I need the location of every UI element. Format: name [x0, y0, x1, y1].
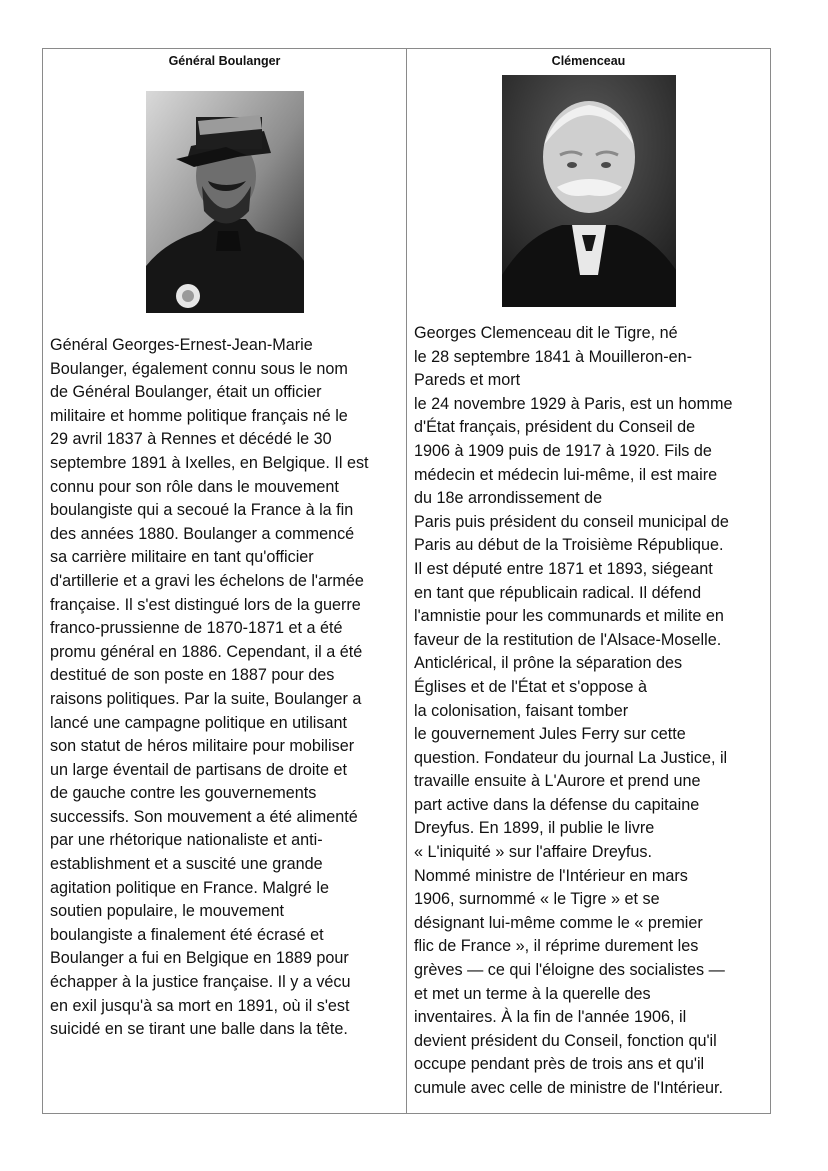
text-line: le 24 novembre 1929 à Paris, est un homme	[414, 394, 733, 413]
text-line: Boulanger a fui en Belgique en 1889 pour	[50, 949, 349, 968]
text-line: franco-prussienne de 1870-1871 et a été	[50, 619, 343, 638]
text-line: par une rhétorique nationaliste et anti-	[50, 831, 323, 850]
column-clemenceau	[407, 49, 770, 1113]
text-line: « L'iniquité » sur l'affaire Dreyfus.	[414, 843, 653, 862]
text-line: agitation politique en France. Malgré le	[50, 878, 329, 897]
text-line: inventaires. À la fin de l'année 1906, il	[414, 1008, 687, 1027]
text-line: son statut de héros militaire pour mobiliser	[50, 737, 355, 756]
text-line: occupe pendant près de trois ans et qu'il	[414, 1055, 705, 1074]
text-line: Nommé ministre de l'Intérieur en mars	[414, 866, 688, 885]
text-line: en exil jusqu'à sa mort en 1891, où il s'est	[50, 996, 350, 1015]
text-line: l'amnistie pour les communards et milite en	[414, 607, 724, 626]
text-line: faveur de la restitution de l'Alsace-Moselle.	[414, 630, 722, 649]
comparison-table	[42, 48, 771, 1114]
text-line: échapper à la justice française. Il y a vécu	[50, 973, 351, 992]
text-line: de gauche contre les gouvernements	[50, 784, 317, 803]
text-line: soutien populaire, le mouvement	[50, 902, 284, 921]
text-line: la colonisation, faisant tomber	[414, 701, 629, 720]
text-line: d'État français, président du Conseil de	[414, 418, 696, 437]
text-line: des années 1880. Boulanger a commencé	[50, 524, 355, 543]
text-line: désignant lui-même comme le « premier	[414, 913, 703, 932]
biography-clemenceau	[414, 322, 766, 1101]
text-line: devient président du Conseil, fonction qu'il	[414, 1031, 717, 1050]
text-line: sa carrière militaire en tant qu'officier	[50, 548, 314, 567]
text-line: de Général Boulanger, était un officier	[50, 383, 322, 402]
text-line: le 28 septembre 1841 à Mouilleron-en-	[414, 347, 693, 366]
biography-boulanger	[50, 334, 400, 1042]
text-line: boulangiste qui a secoué la France à la fin	[50, 501, 354, 520]
text-line: suicidé en se tirant une balle dans la tête.	[50, 1020, 348, 1039]
text-line: médecin et médecin lui-même, il est maire	[414, 465, 718, 484]
text-line: Général Georges-Ernest-Jean-Marie	[50, 336, 313, 354]
text-line: septembre 1891 à Ixelles, en Belgique. Il est	[50, 453, 369, 472]
text-line: et met un terme à la querelle des	[414, 984, 651, 1003]
text-line: 1906 à 1909 puis de 1917 à 1920. Fils de	[414, 441, 712, 460]
portrait-boulanger-photo	[146, 91, 304, 313]
text-line: française. Il s'est distingué lors de la guerre	[50, 595, 361, 614]
text-line: Il est député entre 1871 et 1893, siégeant	[414, 559, 713, 578]
text-line: flic de France », il réprime durement les	[414, 937, 699, 956]
text-line: d'artillerie et a gravi les échelons de l'armée	[50, 571, 364, 590]
text-line: connu pour son rôle dans le mouvement	[50, 477, 339, 496]
text-line: Georges Clemenceau dit le Tigre, né	[414, 324, 678, 342]
text-line: en tant que républicain radical. Il défend	[414, 583, 702, 602]
text-line: lancé une campagne politique en utilisant	[50, 713, 347, 732]
column-title: Clémenceau	[551, 54, 626, 68]
text-line: successifs. Son mouvement a été alimenté	[50, 807, 358, 826]
text-line: promu général en 1886. Cependant, il a été	[50, 642, 363, 661]
text-line: Anticlérical, il prône la séparation des	[414, 654, 683, 673]
text-line: question. Fondateur du journal La Justice, il	[414, 748, 728, 767]
text-line: grèves — ce qui l'éloigne des socialistes —	[414, 961, 725, 980]
text-line: travaille ensuite à L'Aurore et prend une	[414, 772, 701, 791]
text-line: boulangiste a finalement été écrasé et	[50, 925, 324, 944]
text-line: militaire et homme politique français né le	[50, 406, 348, 425]
text-line: 1906, surnommé « le Tigre » et se	[414, 890, 660, 909]
text-line: part active dans la défense du capitaine	[414, 795, 700, 814]
text-line: cumule avec celle de ministre de l'Intérieur.	[414, 1079, 724, 1097]
text-line: 29 avril 1837 à Rennes et décédé le 30	[50, 430, 332, 449]
portrait-clemenceau-photo	[502, 75, 676, 307]
text-line: Paris puis président du conseil municipal de	[414, 512, 729, 531]
text-line: Pareds et mort	[414, 371, 521, 390]
text-line: du 18e arrondissement de	[414, 489, 603, 508]
text-line: Paris au début de la Troisième République.	[414, 536, 724, 555]
text-line: le gouvernement Jules Ferry sur cette	[414, 725, 686, 744]
column-boulanger	[43, 49, 407, 1113]
column-title: Général Boulanger	[168, 54, 281, 68]
text-line: establishment et a suscité une grande	[50, 855, 323, 874]
text-line: raisons politiques. Par la suite, Boulanger a	[50, 689, 362, 708]
text-line: un large éventail de partisans de droite et	[50, 760, 347, 779]
text-line: Églises et de l'État et s'oppose à	[414, 677, 647, 696]
text-line: destitué de son poste en 1887 pour des	[50, 666, 335, 685]
text-line: Boulanger, également connu sous le nom	[50, 359, 348, 378]
text-line: Dreyfus. En 1899, il publie le livre	[414, 819, 655, 838]
